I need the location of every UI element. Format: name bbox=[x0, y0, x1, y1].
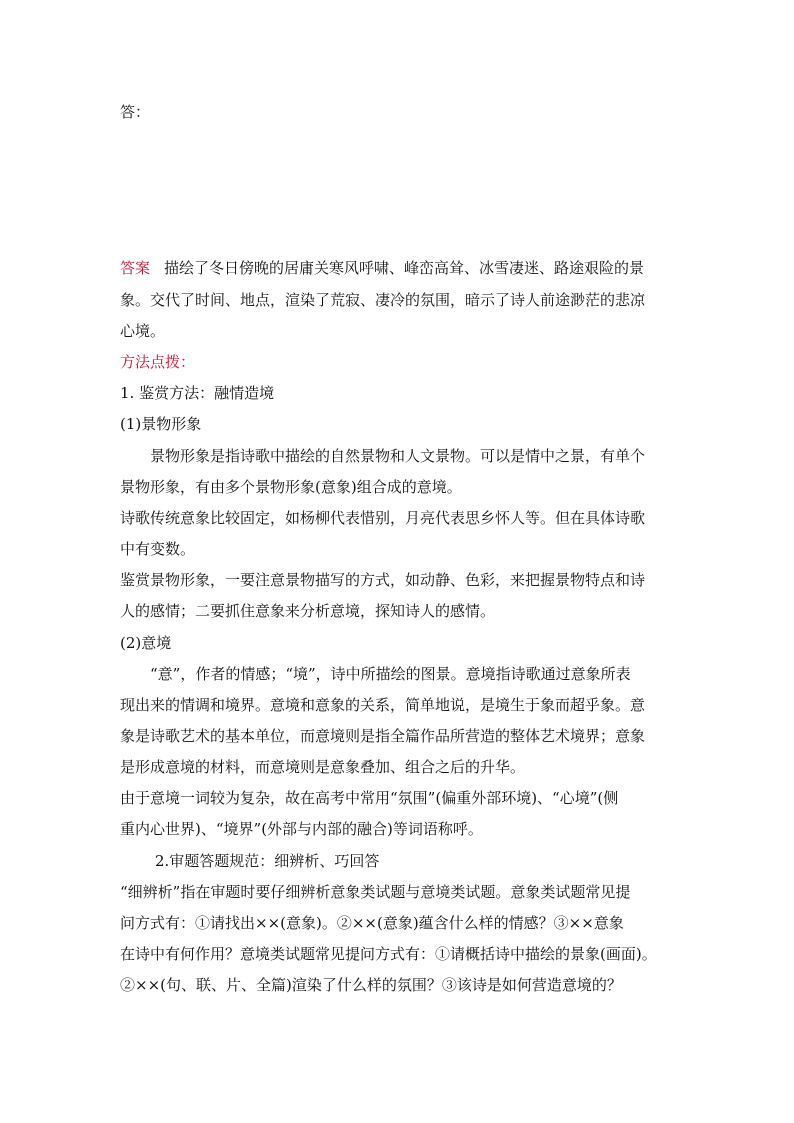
paragraph-line: 象是诗歌艺术的基本单位，而意境则是指全篇作品所营造的整体艺术境界；意象 bbox=[120, 727, 646, 745]
paragraph-line: “意”，作者的情感；“境”，诗中所描绘的图景。意境指诗歌通过意象所表 bbox=[150, 665, 631, 683]
paragraph-line: 景物形象，有由多个景物形象(意象)组合成的意境。 bbox=[120, 478, 462, 496]
paragraph-line: 现出来的情调和境界。意境和意象的关系，简单地说，是境生于象而超乎象。意 bbox=[120, 696, 646, 714]
paragraph-line: ②××(句、联、片、全篇)渲染了什么样的氛围？③该诗是如何营造意境的？ bbox=[120, 976, 622, 994]
subsection-1-heading: (1)景物形象 bbox=[120, 415, 202, 433]
answer-label: 答案 bbox=[120, 259, 151, 277]
method-title: 方法点拨： bbox=[120, 353, 196, 371]
answer-prompt: 答： bbox=[120, 103, 151, 121]
answer-line-1: 描绘了冬日傍晚的居庸关寒风呼啸、峰峦高耸、冰雪凄迷、路途艰险的景 bbox=[164, 259, 645, 277]
answer-line-3: 心境。 bbox=[120, 322, 166, 340]
paragraph-line: 鉴赏景物形象，一要注意景物描写的方式，如动静、色彩，来把握景物特点和诗 bbox=[120, 571, 646, 589]
paragraph-line: 在诗中有何作用？意境类试题常见提问方式有：①请概括诗中描绘的景象(画面)。 bbox=[120, 945, 657, 963]
paragraph-line: 中有变数。 bbox=[120, 540, 196, 558]
paragraph-line: 问方式有：①请找出××(意象)。②××(意象)蕴含什么样的情感？③××意象 bbox=[120, 914, 624, 932]
section-1-heading: 1. 鉴赏方法：融情造境 bbox=[120, 384, 275, 402]
paragraph-line: 人的感情；二要抓住意象来分析意境，探知诗人的感情。 bbox=[120, 602, 496, 620]
answer-line-2: 象。交代了时间、地点，渲染了荒寂、凄冷的氛围，暗示了诗人前途渺茫的悲凉 bbox=[120, 291, 646, 309]
paragraph-line: 是形成意境的材料，而意境则是意象叠加、组合之后的升华。 bbox=[120, 758, 526, 776]
paragraph-line: “细辨析”指在审题时要仔细辨析意象类试题与意境类试题。意象类试题常见提 bbox=[120, 883, 631, 901]
subsection-2-heading: (2)意境 bbox=[120, 634, 172, 652]
paragraph-line: 景物形象是指诗歌中描绘的自然景物和人文景物。可以是情中之景，有单个 bbox=[150, 447, 646, 465]
section-2-heading: 2.审题答题规范：细辨析、巧回答 bbox=[155, 852, 380, 870]
paragraph-line: 诗歌传统意象比较固定，如杨柳代表惜别，月亮代表思乡怀人等。但在具体诗歌 bbox=[120, 509, 646, 527]
paragraph-line: 由于意境一词较为复杂，故在高考中常用“氛围”(偏重外部环境)、“心境”(侧 bbox=[120, 789, 619, 807]
paragraph-line: 重内心世界)、“境界”(外部与内部的融合)等词语称呼。 bbox=[120, 820, 483, 838]
